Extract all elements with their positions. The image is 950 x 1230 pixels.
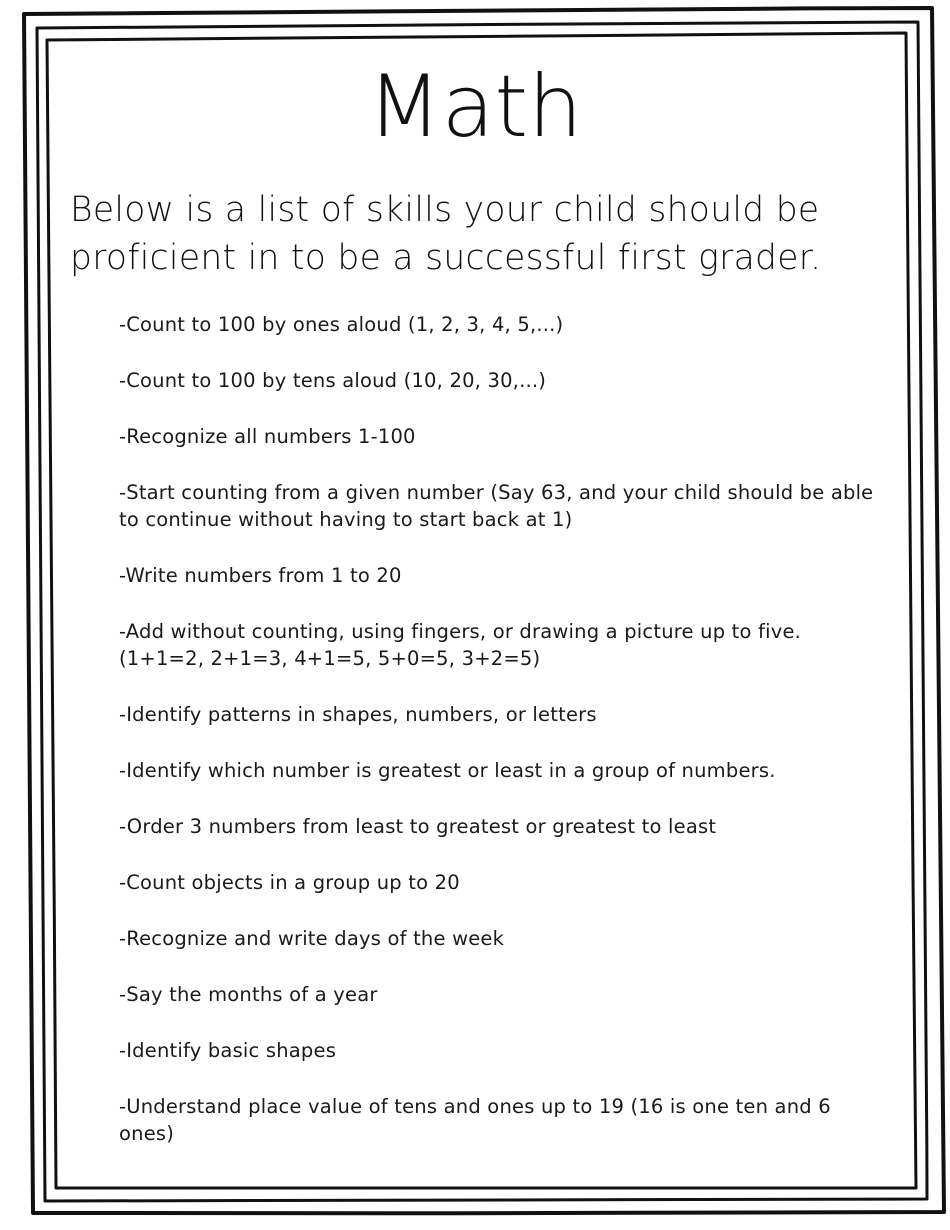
skill-item: -Count to 100 by ones aloud (1, 2, 3, 4, 5,...) (119, 313, 564, 336)
skill-item: -Count objects in a group up to 20 (119, 871, 460, 894)
skill-item: -Understand place value of tens and ones up to 19 (16 is one ten and 6 ones) (119, 1095, 831, 1145)
skill-item: -Add without counting, using fingers, or drawing a picture up to five. (1+1=2, 2+1=3, 4+1=5, 5+0=5, 3+2=5) (119, 620, 802, 670)
skill-item: -Order 3 numbers from least to greatest or greatest to least (119, 815, 717, 838)
skills-list (119, 311, 879, 1176)
skill-item: -Recognize and write days of the week (119, 927, 505, 950)
skill-item: -Identify basic shapes (119, 1039, 337, 1062)
intro-text: Below is a list of skills your child should be proficient in to be a successful first grader. (70, 190, 822, 278)
skill-item: -Count to 100 by tens aloud (10, 20, 30,...) (119, 369, 547, 392)
skill-item: -Write numbers from 1 to 20 (119, 564, 402, 587)
skill-item: -Identify patterns in shapes, numbers, or letters (119, 703, 597, 726)
skill-item: -Say the months of a year (119, 983, 378, 1006)
page-title: Math (367, 57, 583, 157)
skill-item: -Identify which number is greatest or least in a group of numbers. (119, 759, 776, 782)
skill-item: -Start counting from a given number (Say 63, and your child should be able to continue without having to start back at 1) (119, 481, 874, 531)
skill-item: -Recognize all numbers 1-100 (119, 425, 416, 448)
